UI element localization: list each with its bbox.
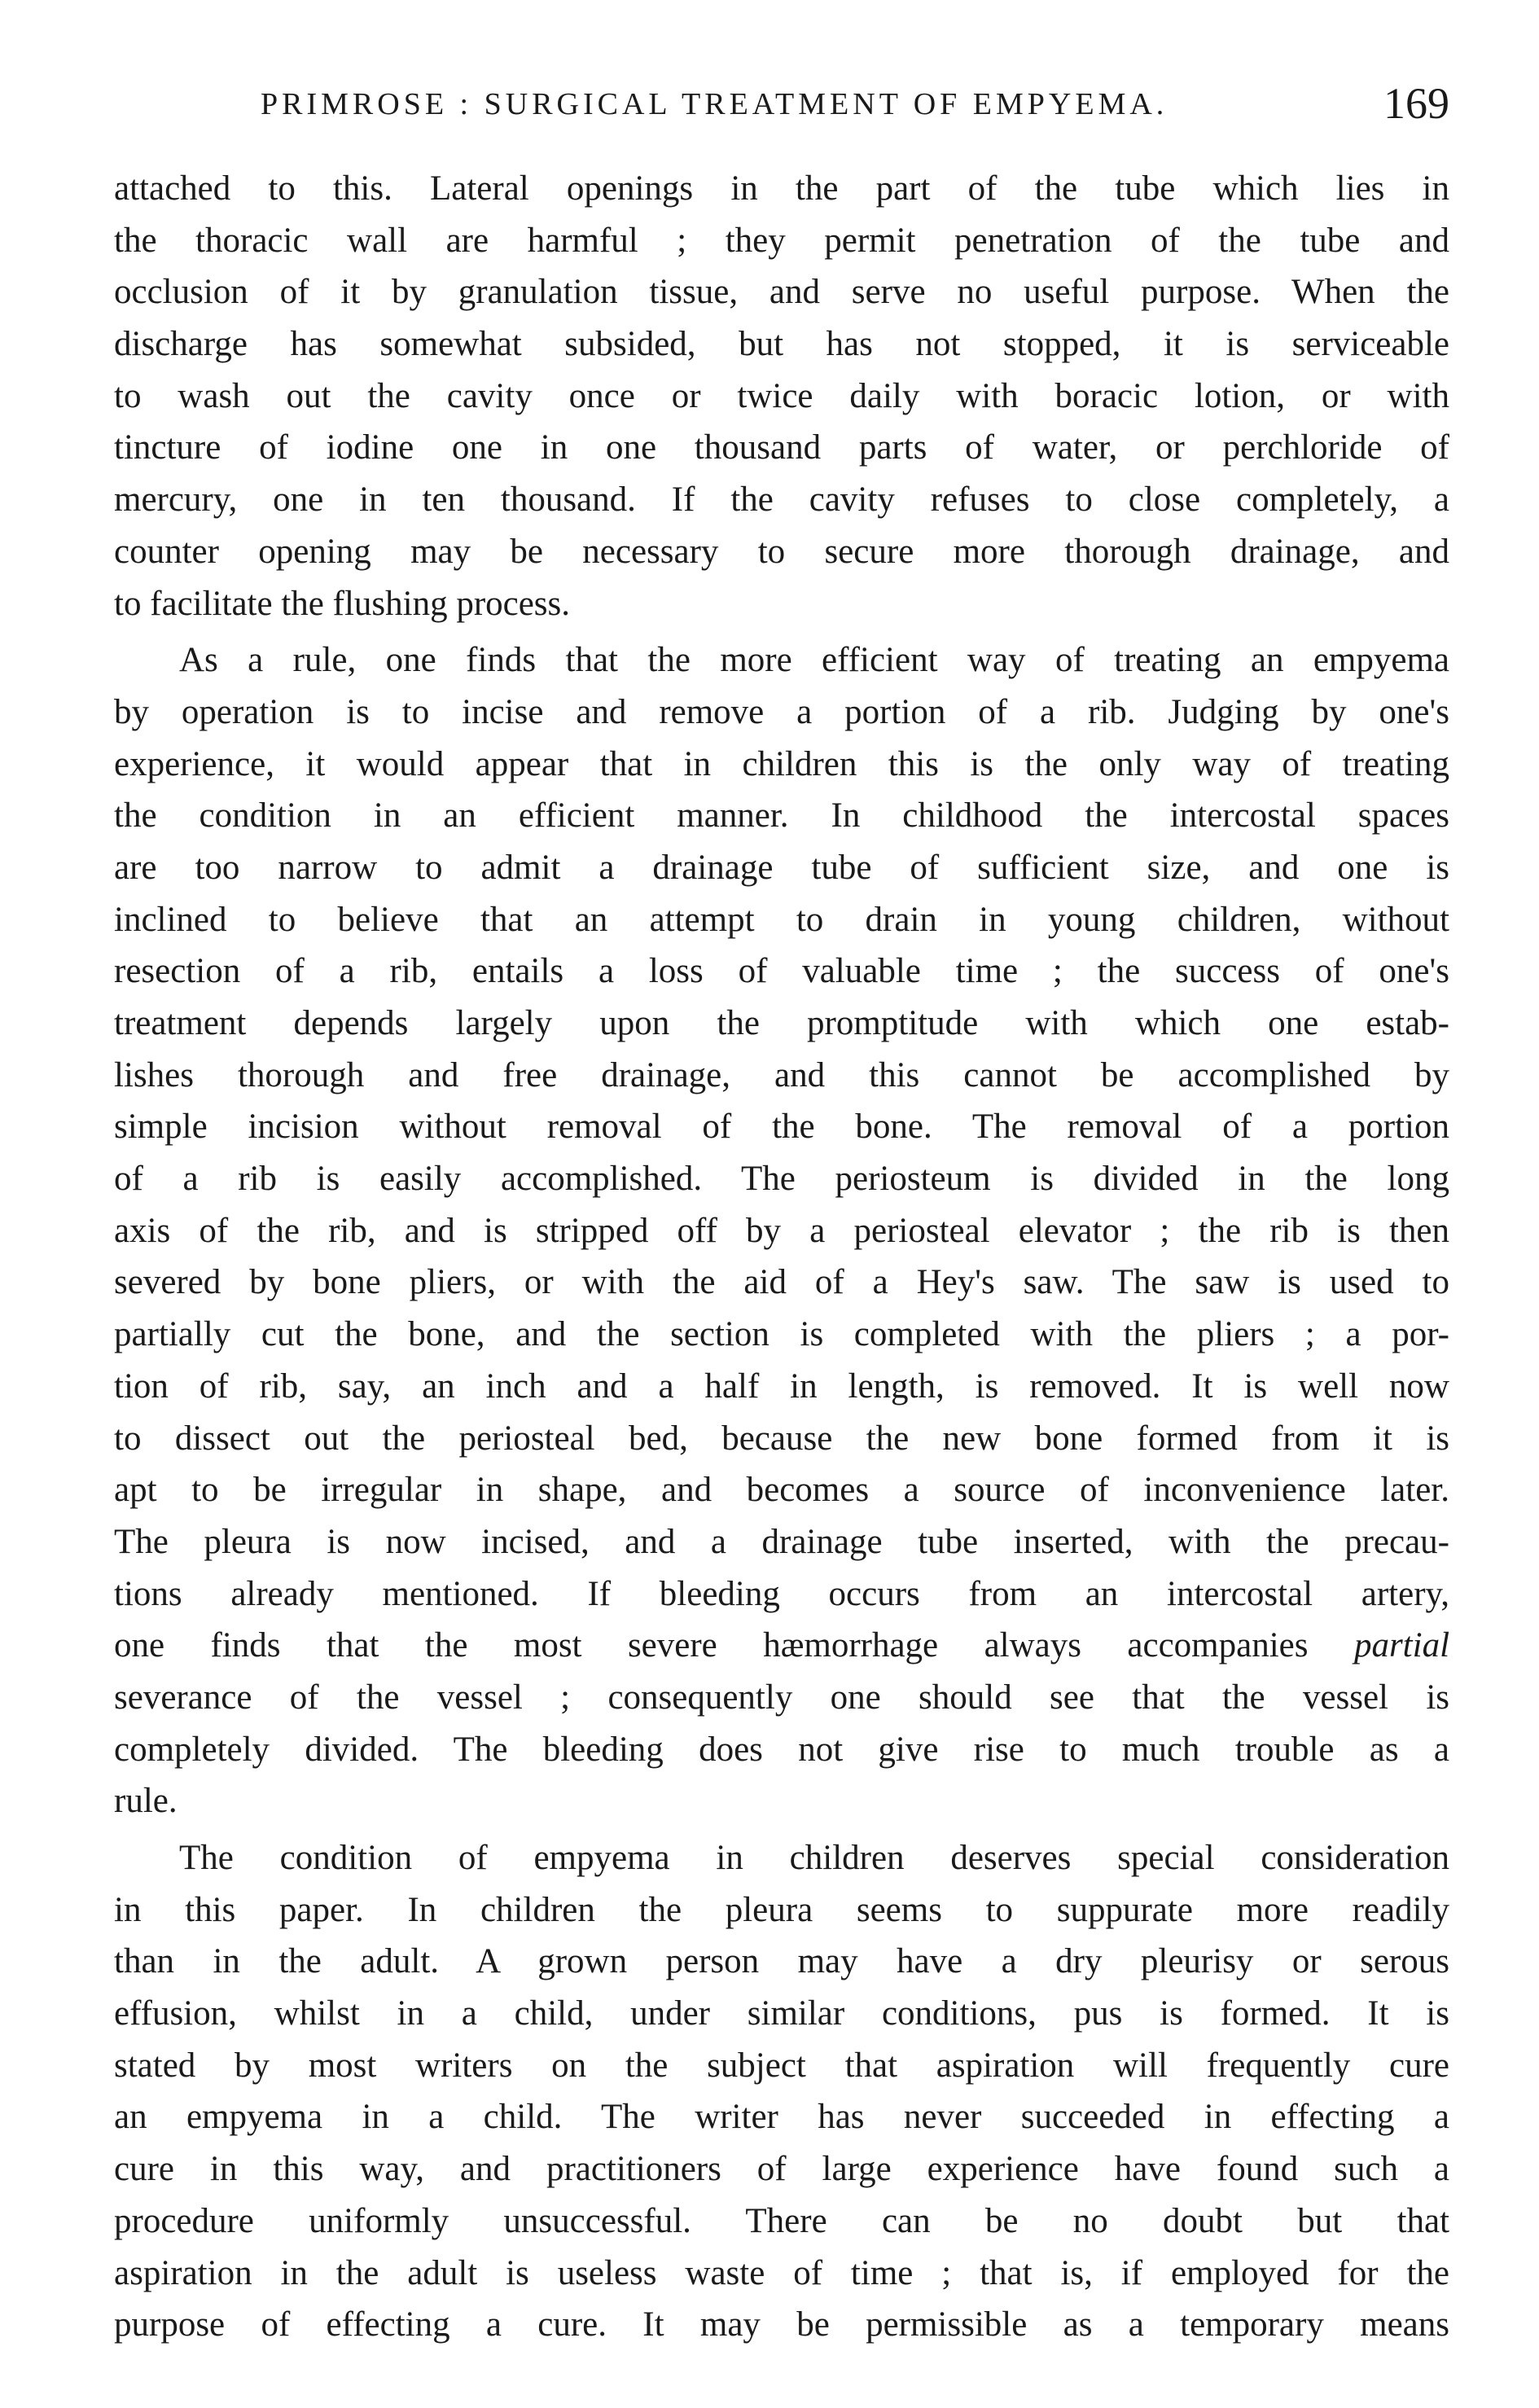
text-line: the condition in an efficient manner. In childhood the intercostal spaces [114,796,1449,836]
text-line: effusion, whilst in a child, under similar conditions, pus is formed. It is [114,1994,1449,2033]
text-line: tion of rib, say, an inch and a half in length, is removed. It is well now [114,1366,1449,1406]
text-line: purpose of effecting a cure. It may be permissible as a temporary means [114,2305,1449,2344]
text-line: discharge has somewhat subsided, but has not stopped, it is serviceable [114,325,1449,364]
running-title: PRIMROSE : SURGICAL TREATMENT OF EMPYEMA. [261,87,1168,121]
text-line: severance of the vessel ; consequently one should see that the vessel is [114,1678,1449,1717]
text-line: of a rib is easily accomplished. The periosteum is divided in the long [114,1160,1449,1199]
text-line: lishes thorough and free drainage, and this cannot be accomplished by [114,1055,1449,1094]
paragraph-3 [114,1832,1449,2351]
text-line: to wash out the cavity once or twice daily with boracic lotion, or with [114,376,1449,415]
paragraph-1 [114,163,1449,629]
text-line: tincture of iodine one in one thousand parts of water, or perchloride of [114,428,1449,467]
text-line: attached to this. Lateral openings in the part of the tube which lies in [114,169,1449,208]
text-line: to facilitate the flushing process. [114,584,571,623]
text-line: procedure uniformly unsuccessful. There can be no doubt but that [114,2201,1449,2240]
italic-word: partial [1353,1626,1450,1665]
text-line: cure in this way, and practitioners of large experience have found such a [114,2150,1449,2189]
text-line: experience, it would appear that in children this is the only way of treating [114,744,1449,783]
text-line: aspiration in the adult is useless waste of time ; that is, if employed for the [114,2253,1449,2292]
text-line: inclined to believe that an attempt to drain in young children, without [114,900,1449,939]
text-line-with-italic [114,1620,1449,1672]
text-line: treatment depends largely upon the promptitude with which one estab- [114,1004,1449,1042]
text-line: occlusion of it by granulation tissue, and serve no useful purpose. When the [114,273,1449,312]
text-line: completely divided. The bleeding does not give rise to much trouble as a [114,1730,1449,1769]
text-line: than in the adult. A grown person may have a dry pleurisy or serous [114,1942,1449,1981]
line-text: one finds that the most severe hæmorrhage always accompanies [114,1626,1309,1665]
text-line: apt to be irregular in shape, and becomes a source of inconvenience later. [114,1471,1449,1510]
text-line: The pleura is now incised, and a drainage tube inserted, with the precau- [114,1522,1449,1561]
text-line: tions already mentioned. If bleeding occurs from an intercostal artery, [114,1574,1449,1613]
text-line: are too narrow to admit a drainage tube of sufficient size, and one is [114,848,1449,887]
text-line: counter opening may be necessary to secure more thorough drainage, and [114,532,1449,571]
text-line: in this paper. In children the pleura seems to suppurate more readily [114,1890,1449,1929]
text-line: by operation is to incise and remove a portion of a rib. Judging by one's [114,692,1449,731]
text-line: stated by most writers on the subject that aspiration will frequently cure [114,2046,1449,2085]
text-line: severed by bone pliers, or with the aid of a Hey's saw. The saw is used to [114,1263,1449,1302]
paragraph-2 [114,634,1449,1827]
text-line: simple incision without removal of the bone. The removal of a portion [114,1108,1449,1147]
text-line: partially cut the bone, and the section is completed with the pliers ; a por- [114,1315,1449,1354]
text-line: resection of a rib, entails a loss of valuable time ; the success of one's [114,952,1449,991]
text-line: an empyema in a child. The writer has never succeeded in effecting a [114,2098,1449,2137]
body-text [114,163,1449,2356]
text-line: rule. [114,1782,178,1821]
page-number: 169 [1383,79,1449,128]
text-line: axis of the rib, and is stripped off by a periosteal elevator ; the rib is then [114,1211,1449,1250]
text-line: As a rule, one finds that the more efficient way of treating an empyema [179,641,1449,680]
running-head [114,78,1449,151]
text-line: mercury, one in ten thousand. If the cavity refuses to close completely, a [114,480,1449,520]
text-line: The condition of empyema in children deserves special consideration [179,1839,1449,1877]
text-line: to dissect out the periosteal bed, because the new bone formed from it is [114,1419,1449,1458]
text-line: the thoracic wall are harmful ; they permit penetration of the tube and [114,221,1449,260]
